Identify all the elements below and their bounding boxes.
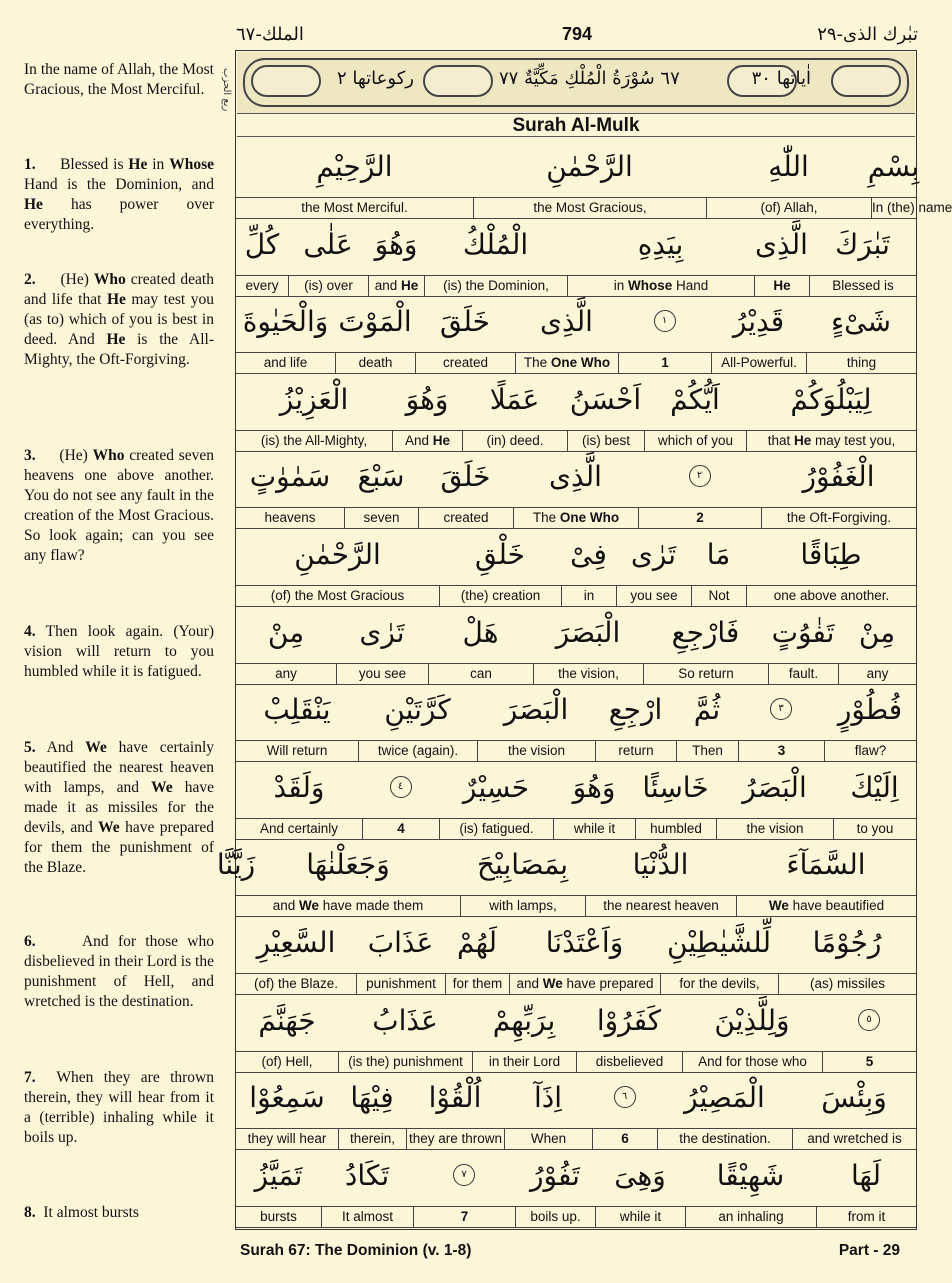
gloss-line: [236, 973, 916, 995]
gloss-cell: and wretched is: [792, 1129, 916, 1149]
arabic-word: الْعَزِيْزُ: [279, 382, 349, 416]
arabic-word: الرَّحْمٰنِ: [546, 150, 633, 183]
verse-row: [236, 374, 916, 452]
ayah-marker-icon: ٣: [770, 698, 792, 720]
arabic-word: بِمَصَابِيْحَ: [476, 848, 569, 882]
ornament-right: [831, 65, 901, 97]
arabic-word: عَذَابَ: [367, 926, 434, 959]
gloss-cell: the Most Merciful.: [301, 200, 408, 215]
footer-surah-info: Surah 67: The Dominion (v. 1-8): [240, 1242, 472, 1259]
arabic-line: [236, 995, 916, 1051]
gloss-cell: you see: [336, 664, 428, 684]
gloss-cell: the Most Gracious,: [473, 198, 706, 218]
gloss-cell: and We have made them: [272, 898, 424, 914]
arabic-word: فَارْجِعِ: [671, 615, 740, 649]
verses-count: اٰياتها ٣٠: [751, 68, 811, 89]
arabic-word: عَمَلًا: [489, 382, 540, 416]
gloss-cell: an inhaling: [685, 1207, 816, 1227]
arabic-word: وَهُوَ: [374, 227, 418, 261]
gloss-cell: therein,: [338, 1129, 406, 1149]
gloss-cell: the vision: [477, 741, 595, 761]
arabic-word: سَمِعُوْا: [249, 1081, 325, 1115]
arabic-word: ثُمَّ: [693, 693, 721, 727]
arabic-word: حَسِيْرٌ: [462, 770, 530, 804]
gloss-cell: for the devils,: [660, 974, 778, 994]
ornament-left: [251, 65, 321, 97]
gloss-cell: to you: [833, 819, 916, 839]
arabic-line: [236, 219, 916, 275]
translation-verse-5: 5. And We have certainly beautified the nearest heaven with lamps, and We have made it as missiles for the devils, and We have prepared for them the punishment of the Blaze.: [24, 739, 215, 876]
arabic-word: السَّعِيْرِ: [256, 926, 336, 959]
gloss-cell: Will return: [266, 743, 328, 759]
arabic-word: تَفٰوُتٍ: [771, 615, 835, 649]
gloss-cell: We have beautified: [736, 896, 916, 916]
gloss-cell: from it: [816, 1207, 916, 1227]
gloss-cell: Then: [676, 741, 738, 761]
page-number: 794: [561, 24, 593, 44]
gloss-cell: the Oft-Forgiving.: [761, 508, 916, 528]
arabic-word: شَىْءٍ: [831, 305, 891, 339]
arabic-word: قَدِيْرُ: [732, 305, 785, 339]
gloss-cell: 1: [618, 353, 711, 373]
arabic-line: [236, 296, 916, 352]
gloss-cell: 2: [638, 508, 761, 528]
arabic-word: الْبَصَرَ: [503, 693, 569, 727]
gloss-cell: 5: [822, 1052, 916, 1072]
arabic-word: مِنْ: [858, 615, 896, 649]
gloss-line: [236, 1128, 916, 1150]
arabic-word: مَا: [706, 538, 731, 571]
gloss-cell: (is the) punishment: [338, 1052, 472, 1072]
arabic-line: [236, 607, 916, 663]
surah-title: Surah Al-Mulk: [237, 114, 915, 137]
verse-row: [236, 684, 916, 762]
arabic-word: الْغَفُوْرُ: [802, 460, 875, 494]
arabic-word: الَّذِى: [540, 305, 593, 339]
gloss-cell: any: [838, 664, 916, 684]
arabic-word: كَفَرُوْا: [596, 1003, 662, 1037]
arabic-word: وَالْحَيٰوةَ: [242, 305, 329, 339]
arabic-word: تَرٰى: [630, 538, 677, 571]
gloss-cell: that He may test you,: [746, 431, 916, 451]
ayah-marker-icon: ٦: [614, 1086, 636, 1108]
verse-row: [236, 529, 916, 607]
arabic-line: [236, 1072, 916, 1128]
gloss-line: [236, 895, 916, 917]
arabic-word: بِيَدِهِ: [637, 227, 684, 261]
margin-note: ربع الحزب: [221, 68, 232, 112]
gloss-line: [236, 1206, 916, 1228]
gloss-cell: (is) the All-Mighty,: [260, 432, 368, 448]
gloss-cell: created: [415, 353, 515, 373]
verse-row: [236, 995, 916, 1073]
gloss-cell: (of) the Most Gracious: [270, 588, 405, 603]
arabic-word: بِرَبِّهِمْ: [492, 1003, 556, 1037]
arabic-line: [236, 762, 916, 818]
arabic-word: عَذَابُ: [372, 1003, 438, 1037]
gloss-cell: they will hear: [247, 1131, 327, 1147]
arabic-word: طِبَاقًا: [800, 538, 862, 571]
page-header: [236, 24, 918, 46]
gloss-cell: seven: [344, 508, 418, 528]
arabic-word: شَهِيْقًا: [716, 1158, 785, 1192]
gloss-cell: in: [561, 586, 616, 606]
arabic-word: ارْجِعِ: [608, 693, 663, 727]
arabic-word: يَنْقَلِبْ: [263, 693, 331, 727]
verse-row: [236, 607, 916, 685]
footer-part: Part - 29: [838, 1242, 900, 1259]
arabic-word: وَاَعْتَدْنَا: [545, 926, 624, 959]
arabic-word: زَيَّنَّا: [216, 848, 256, 882]
gloss-cell: 3: [738, 741, 824, 761]
gloss-cell: He: [754, 276, 809, 296]
gloss-cell: (as) missiles: [778, 974, 916, 994]
arabic-word: مِنْ: [267, 615, 305, 649]
arabic-word: الْمَوْتَ: [338, 305, 412, 339]
page-footer: [240, 1242, 900, 1264]
arabic-word: هَلْ: [462, 615, 499, 649]
verse-row: [236, 296, 916, 374]
translation-verse-8: 8. It almost bursts: [24, 1204, 139, 1221]
arabic-word: فِيْهَا: [350, 1081, 394, 1115]
arabic-word: خَلْقِ: [475, 538, 525, 571]
ayah-marker-icon: ٧: [453, 1164, 475, 1186]
gloss-cell: twice (again).: [358, 741, 477, 761]
translation-verse-2: 2. (He) Who created death and life that He may test you (as to) which of you is best in deed. And He is the All-Mighty, the Oft-Forgiving.: [24, 271, 214, 368]
arabic-word: خَلَقَ: [440, 460, 491, 494]
verse-row: [236, 1150, 916, 1228]
arabic-line: [236, 1150, 916, 1206]
gloss-cell: can: [428, 664, 533, 684]
arabic-word: وَلَقَدْ: [273, 770, 325, 804]
gloss-cell: It almost: [321, 1207, 413, 1227]
gloss-line: [236, 585, 916, 607]
translation-verse-7: 7. When they are thrown therein, they will hear from it a (terrible) inhaling while it boils up.: [24, 1069, 214, 1146]
gloss-cell: (is) the Dominion,: [424, 276, 567, 296]
arabic-word: اِذَآ: [533, 1081, 563, 1115]
arabic-line: [216, 839, 916, 895]
gloss-cell: fault.: [768, 664, 838, 684]
gloss-cell: disbelieved: [576, 1052, 682, 1072]
arabic-word: كَرَّتَيْنِ: [384, 693, 451, 727]
gloss-cell: the destination.: [657, 1129, 792, 1149]
arabic-line: [236, 374, 916, 430]
arabic-word: جَهَنَّمَ: [258, 1003, 316, 1037]
arabic-word: كُلِّ: [244, 227, 280, 261]
gloss-cell: (is) fatigued.: [439, 819, 553, 839]
arabic-word: السَّمَآءَ: [786, 848, 866, 882]
arabic-word: تَفُوْرُ: [530, 1158, 580, 1192]
translation-verse-6: 6. And for those who disbelieved in their Lord is the punishment of Hell, and wretched is the destination.: [24, 933, 214, 1010]
arabic-line: [236, 917, 916, 973]
arabic-word: خَلَقَ: [440, 305, 490, 339]
gloss-cell: in Whose Hand: [567, 276, 754, 296]
gloss-line: [236, 1051, 916, 1073]
verse-row: [236, 1072, 916, 1150]
gloss-cell: while it: [595, 1207, 685, 1227]
gloss-cell: (of) the Blaze.: [253, 976, 339, 991]
gloss-cell: The One Who: [515, 353, 618, 373]
gloss-cell: So return: [643, 664, 768, 684]
arabic-word: لِيَبْلُوَكُمْ: [790, 382, 872, 416]
arabic-word: الْمُلْكُ: [462, 227, 529, 261]
verse-row: [236, 451, 916, 529]
gloss-cell: and He: [368, 276, 424, 296]
surah-banner: [237, 52, 915, 114]
gloss-cell: And certainly: [259, 820, 339, 836]
gloss-cell: In (the) name: [871, 198, 916, 218]
gloss-cell: (in) deed.: [462, 431, 567, 451]
arabic-word: رُجُوْمًا: [812, 926, 882, 959]
arabic-word: فِىْ: [570, 538, 607, 571]
gloss-cell: boils up.: [515, 1207, 595, 1227]
gloss-cell: the vision: [716, 819, 833, 839]
gloss-cell: The One Who: [513, 508, 638, 528]
arabic-word: سَبْعَ: [357, 460, 405, 494]
gloss-cell: death: [335, 353, 415, 373]
translation-verse-3: 3. (He) Who created seven heavens one above another. You do not see any fault in the creation of the Most Gracious. So look again; can you see any flaw?: [24, 447, 214, 564]
gloss-cell: flaw?: [824, 741, 916, 761]
arabic-word: تَبٰرَكَ: [835, 227, 890, 261]
arabic-word: اُلْقُوْا: [428, 1081, 482, 1115]
gloss-cell: (the) creation: [439, 586, 561, 606]
gloss-cell: and life: [263, 355, 308, 371]
gloss-cell: punishment: [356, 974, 445, 994]
ayah-marker-icon: ٢: [689, 465, 711, 487]
arabic-line: [236, 451, 916, 507]
gloss-cell: every: [245, 277, 279, 293]
arabic-word: الْبَصَرُ: [742, 770, 807, 804]
gloss-cell: and We have prepared: [509, 974, 660, 994]
gloss-line: [236, 818, 916, 840]
arabic-word: لِّلشَّيٰطِيْنِ: [667, 926, 771, 959]
header-juz-arabic: تبٰرك الذى-٢٩: [817, 24, 918, 45]
gloss-line: [236, 507, 916, 529]
arabic-word: لَهُمْ: [456, 926, 498, 959]
surah-name-arabic: ٦٧ سُوْرَةُ الْمُلْكِ مَكِّيَّةٌ ٧٧: [499, 68, 680, 89]
arabic-word: فُطُوْرٍ: [837, 693, 903, 727]
arabic-word: اللّٰهِ: [768, 150, 809, 183]
arabic-word: خَاسِئًا: [642, 770, 709, 804]
gloss-cell: (is) best: [567, 431, 644, 451]
translation-verse-0: In the name of Allah, the Most Gracious, the Most Merciful.: [24, 61, 214, 98]
gloss-line: [236, 740, 916, 762]
arabic-word: الدُّنْيَا: [632, 848, 689, 882]
gloss-cell: the nearest heaven: [585, 896, 736, 916]
arabic-word: تَكَادُ: [344, 1158, 390, 1192]
gloss-cell: 6: [592, 1129, 657, 1149]
arabic-line: [236, 141, 920, 197]
translation-verse-4: 4. Then look again. (Your) vision will return to you humbled while it is fatigued.: [24, 623, 214, 680]
gloss-cell: humbled: [635, 819, 716, 839]
gloss-line: [236, 352, 916, 374]
arabic-line: [236, 684, 916, 740]
gloss-cell: while it: [553, 819, 635, 839]
gloss-cell: (of) Allah,: [706, 198, 871, 218]
verse-row: [236, 762, 916, 840]
arabic-word: تَمَيَّزُ: [254, 1158, 303, 1192]
gloss-cell: you see: [616, 586, 691, 606]
arabic-word: عَلٰى: [303, 227, 353, 261]
arabic-word: وَهِىَ: [614, 1158, 666, 1192]
gloss-cell: 7: [413, 1207, 515, 1227]
ornament-center-left: [423, 65, 493, 97]
gloss-cell: for them: [445, 974, 509, 994]
gloss-cell: which of you: [644, 431, 746, 451]
gloss-cell: in their Lord: [472, 1052, 576, 1072]
gloss-cell: any: [275, 665, 297, 681]
arabic-line: [236, 529, 916, 585]
verse-row: [236, 917, 916, 995]
arabic-word: لَهَا: [851, 1158, 881, 1192]
gloss-cell: All-Powerful.: [711, 353, 806, 373]
gloss-cell: And for those who: [682, 1052, 822, 1072]
gloss-cell: (of) Hell,: [261, 1053, 313, 1069]
arabic-word: الرَّحِيْمِ: [316, 150, 393, 183]
gloss-cell: created: [418, 508, 513, 528]
arabic-word: وَجَعَلْنٰهَا: [306, 848, 390, 882]
arabic-word: الرَّحْمٰنِ: [294, 538, 381, 571]
arabic-word: وَهُوَ: [572, 770, 616, 804]
gloss-cell: 4: [362, 819, 439, 839]
gloss-cell: Not: [691, 586, 746, 606]
gloss-line: [236, 430, 916, 452]
header-surah-arabic: الملك-٦٧: [236, 24, 304, 45]
arabic-word: اَيُّكُمْ: [670, 382, 720, 416]
arabic-word: وَبِئْسَ: [821, 1081, 887, 1115]
gloss-cell: heavens: [264, 510, 316, 526]
arabic-word: اِلَيْكَ: [850, 770, 899, 804]
arabic-word: اَحْسَنُ: [569, 382, 642, 416]
arabic-word: وَلِلَّذِيْنَ: [714, 1003, 790, 1037]
gloss-cell: the vision,: [533, 664, 643, 684]
ayah-marker-icon: ١: [654, 310, 676, 332]
gloss-line: [236, 197, 952, 219]
gloss-line: [236, 663, 916, 685]
arabic-word: الَّذِى: [755, 227, 808, 261]
arabic-word: تَرٰى: [359, 615, 405, 649]
ayah-marker-icon: ٤: [390, 776, 412, 798]
ayah-marker-icon: ٥: [858, 1009, 880, 1031]
gloss-cell: (is) over: [288, 276, 368, 296]
verse-row: [236, 141, 952, 219]
gloss-cell: with lamps,: [460, 896, 585, 916]
arabic-word: وَهُوَ: [405, 382, 449, 416]
arabic-word: الَّذِى: [549, 460, 602, 494]
gloss-cell: When: [504, 1129, 592, 1149]
gloss-cell: bursts: [260, 1208, 297, 1224]
arabic-word: بِسْمِ: [867, 150, 920, 183]
arabic-word: الْبَصَرَ: [555, 615, 621, 649]
verse-row: [216, 839, 916, 917]
gloss-cell: return: [595, 741, 676, 761]
arabic-word: سَمٰوٰتٍ: [249, 460, 331, 494]
arabic-word: الْمَصِيْرُ: [684, 1081, 765, 1115]
gloss-cell: And He: [392, 431, 462, 451]
gloss-cell: one above another.: [746, 586, 916, 606]
gloss-cell: they are thrown: [406, 1129, 504, 1149]
rukus-count: ركوعاتها ٢: [337, 68, 414, 89]
gloss-cell: thing: [806, 353, 916, 373]
translation-verse-1: 1. Blessed is He in Whose Hand is the Dominion, and He has power over everything.: [24, 156, 214, 233]
gloss-cell: Blessed is: [809, 276, 916, 296]
gloss-line: [236, 275, 916, 297]
verse-row: [236, 219, 916, 297]
